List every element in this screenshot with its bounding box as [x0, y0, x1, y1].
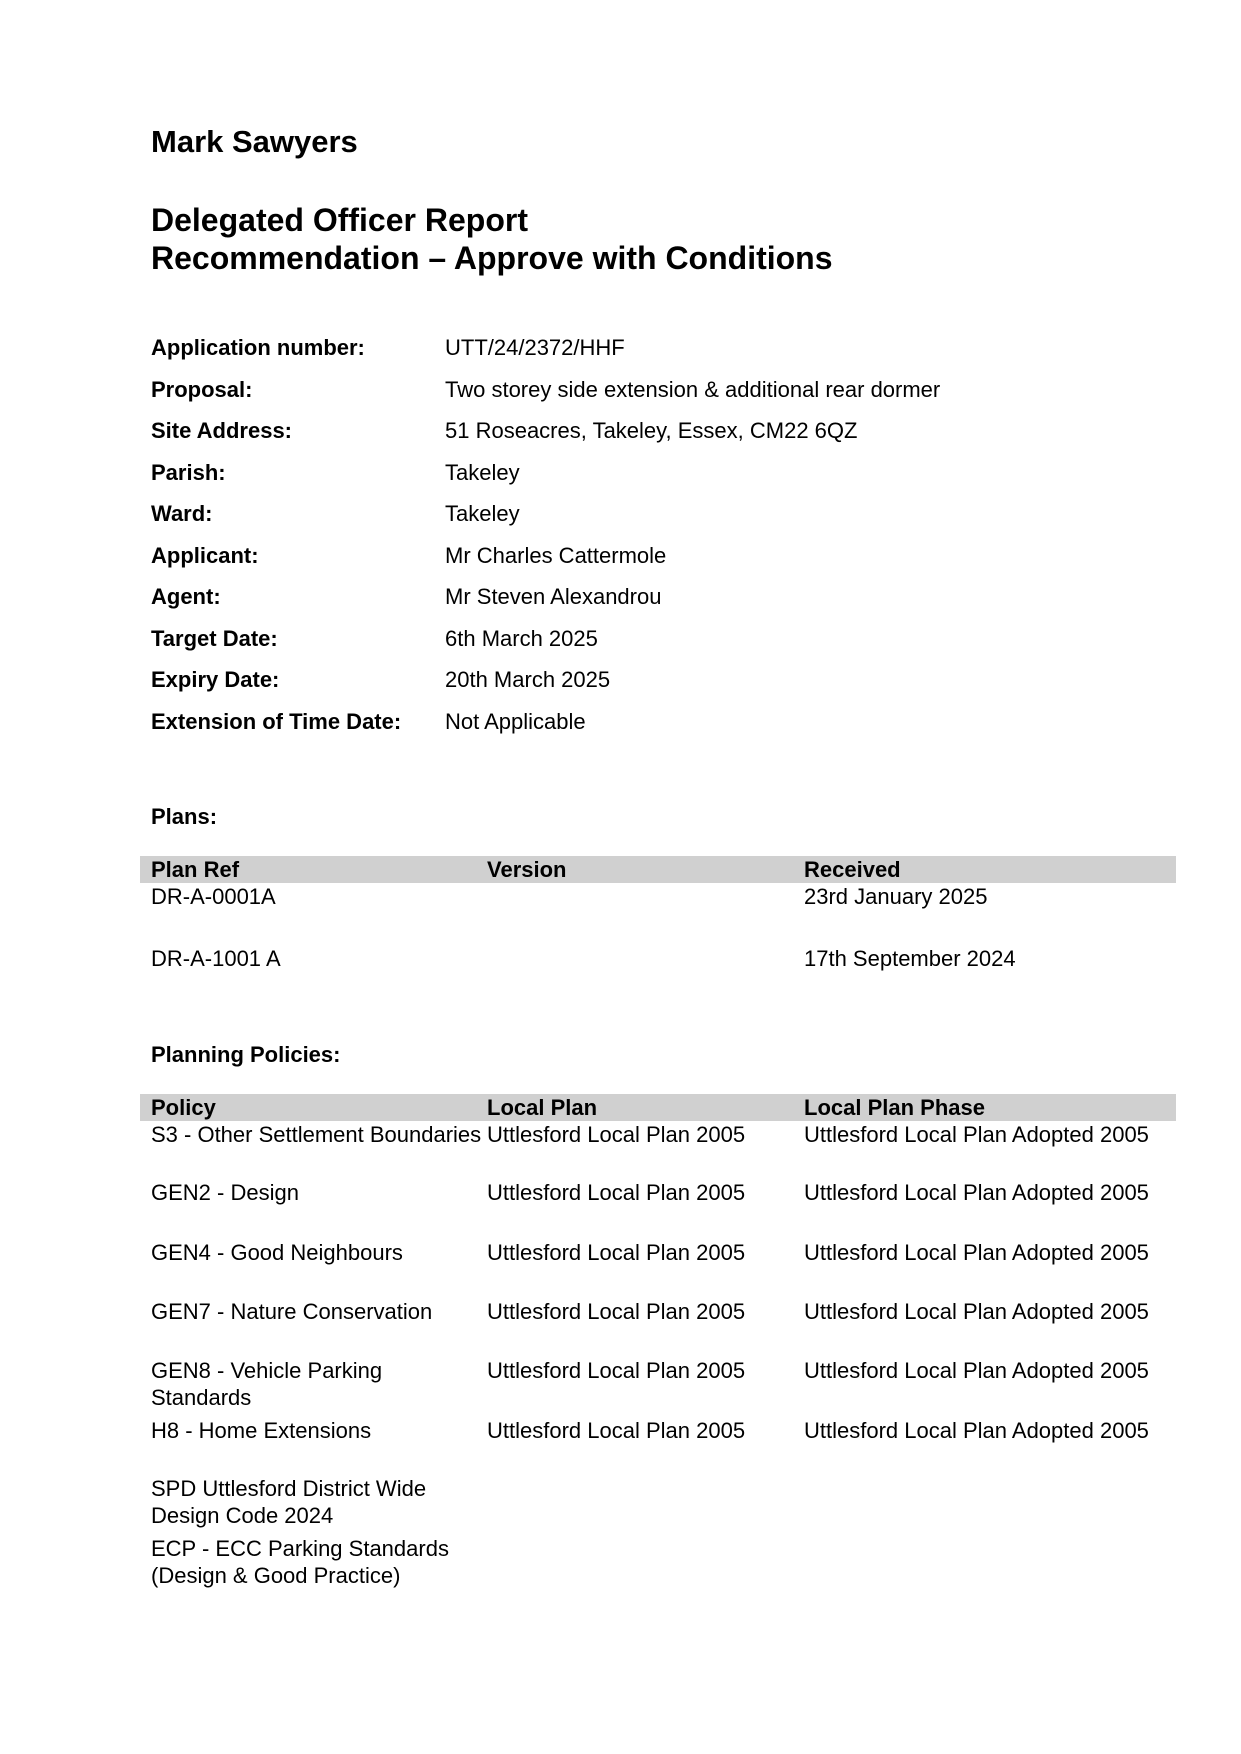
detail-value: Mr Steven Alexandrou — [445, 584, 662, 609]
policy-plan — [487, 1475, 804, 1535]
table-row — [140, 883, 1176, 945]
detail-value: 20th March 2025 — [445, 667, 611, 692]
policy-plan: Uttlesford Local Plan 2005 — [487, 1418, 746, 1443]
detail-label: Extension of Time Date: — [151, 708, 402, 734]
detail-value: Two storey side extension & additional rear dormer — [445, 376, 941, 402]
policy-plan: Uttlesford Local Plan 2005 — [487, 1180, 746, 1205]
table-row — [140, 1417, 1176, 1475]
column-header: Received — [804, 857, 901, 882]
detail-value: Takeley — [445, 459, 520, 485]
recommendation-title: Recommendation – Approve with Conditions — [151, 240, 833, 276]
policy-phase: Uttlesford Local Plan Adopted 2005 — [804, 1358, 1149, 1383]
table-row — [140, 1535, 1176, 1595]
plans-heading: Plans: — [151, 804, 218, 829]
plan-version — [487, 883, 804, 945]
policy-phase — [804, 1535, 1176, 1595]
column-header: Local Plan Phase — [804, 1095, 985, 1120]
policy-name: H8 - Home Extensions — [151, 1418, 372, 1443]
detail-label: Agent: — [151, 584, 221, 609]
detail-value: Not Applicable — [445, 708, 586, 734]
policy-name: GEN2 - Design — [151, 1180, 299, 1205]
officer-name: Mark Sawyers — [151, 124, 358, 159]
detail-row — [151, 334, 1111, 376]
policy-name: S3 - Other Settlement Boundaries — [151, 1122, 482, 1147]
policy-name: GEN7 - Nature Conservation — [151, 1299, 433, 1324]
detail-label: Proposal: — [151, 376, 253, 402]
table-row — [140, 1357, 1176, 1417]
policy-phase: Uttlesford Local Plan Adopted 2005 — [804, 1418, 1149, 1443]
plans-table — [140, 856, 1176, 1007]
detail-value: Mr Charles Cattermole — [445, 542, 667, 568]
policy-name: ECP - ECC Parking Standards (Design & Good Practice) — [151, 1536, 449, 1588]
detail-row — [151, 417, 1111, 459]
detail-row — [151, 500, 1111, 542]
detail-row — [151, 459, 1111, 501]
detail-row — [151, 625, 1111, 667]
detail-value: Takeley — [445, 501, 520, 526]
detail-value: UTT/24/2372/HHF — [445, 335, 625, 360]
detail-row — [151, 708, 1111, 750]
policy-plan — [487, 1535, 804, 1595]
table-row — [140, 1121, 1176, 1179]
policy-phase: Uttlesford Local Plan Adopted 2005 — [804, 1180, 1149, 1205]
detail-value: 51 Roseacres, Takeley, Essex, CM22 6QZ — [445, 418, 858, 443]
table-row — [140, 1179, 1176, 1239]
column-header: Plan Ref — [151, 857, 240, 882]
policy-phase: Uttlesford Local Plan Adopted 2005 — [804, 1122, 1149, 1147]
detail-label: Site Address: — [151, 418, 293, 443]
detail-label: Target Date: — [151, 625, 278, 651]
plan-received: 23rd January 2025 — [804, 884, 988, 909]
detail-label: Applicant: — [151, 542, 259, 568]
table-row — [140, 945, 1176, 1007]
policy-name: SPD Uttlesford District Wide Design Code 2024 — [151, 1476, 427, 1528]
policy-phase: Uttlesford Local Plan Adopted 2005 — [804, 1240, 1149, 1265]
policies-table — [140, 1094, 1176, 1595]
report-title: Delegated Officer Report — [151, 202, 528, 238]
table-header — [140, 856, 1176, 883]
detail-row — [151, 542, 1111, 584]
detail-row — [151, 666, 1111, 708]
table-row — [140, 1475, 1176, 1535]
table-row — [140, 1298, 1176, 1357]
policy-name: GEN8 - Vehicle Parking Standards — [151, 1358, 383, 1410]
plan-ref: DR-A-0001A — [151, 884, 276, 909]
detail-row — [151, 583, 1111, 625]
policy-plan: Uttlesford Local Plan 2005 — [487, 1240, 746, 1265]
policy-phase — [804, 1475, 1176, 1535]
detail-label: Parish: — [151, 459, 226, 485]
detail-label: Application number: — [151, 335, 365, 360]
detail-row — [151, 376, 1111, 418]
column-header: Policy — [151, 1095, 216, 1120]
detail-value: 6th March 2025 — [445, 625, 598, 651]
plan-version — [487, 945, 804, 1007]
policy-phase: Uttlesford Local Plan Adopted 2005 — [804, 1299, 1149, 1324]
plan-ref: DR-A-1001 A — [151, 946, 281, 971]
plan-received: 17th September 2024 — [804, 946, 1016, 971]
detail-label: Ward: — [151, 501, 213, 526]
policies-heading: Planning Policies: — [151, 1042, 341, 1067]
policy-plan: Uttlesford Local Plan 2005 — [487, 1358, 746, 1383]
table-row — [140, 1239, 1176, 1298]
application-details — [151, 334, 1111, 749]
column-header: Version — [487, 857, 567, 882]
column-header: Local Plan — [487, 1095, 598, 1120]
table-header — [140, 1094, 1176, 1121]
policy-plan: Uttlesford Local Plan 2005 — [487, 1122, 746, 1147]
policy-name: GEN4 - Good Neighbours — [151, 1240, 403, 1265]
policy-plan: Uttlesford Local Plan 2005 — [487, 1299, 746, 1324]
detail-label: Expiry Date: — [151, 667, 280, 692]
